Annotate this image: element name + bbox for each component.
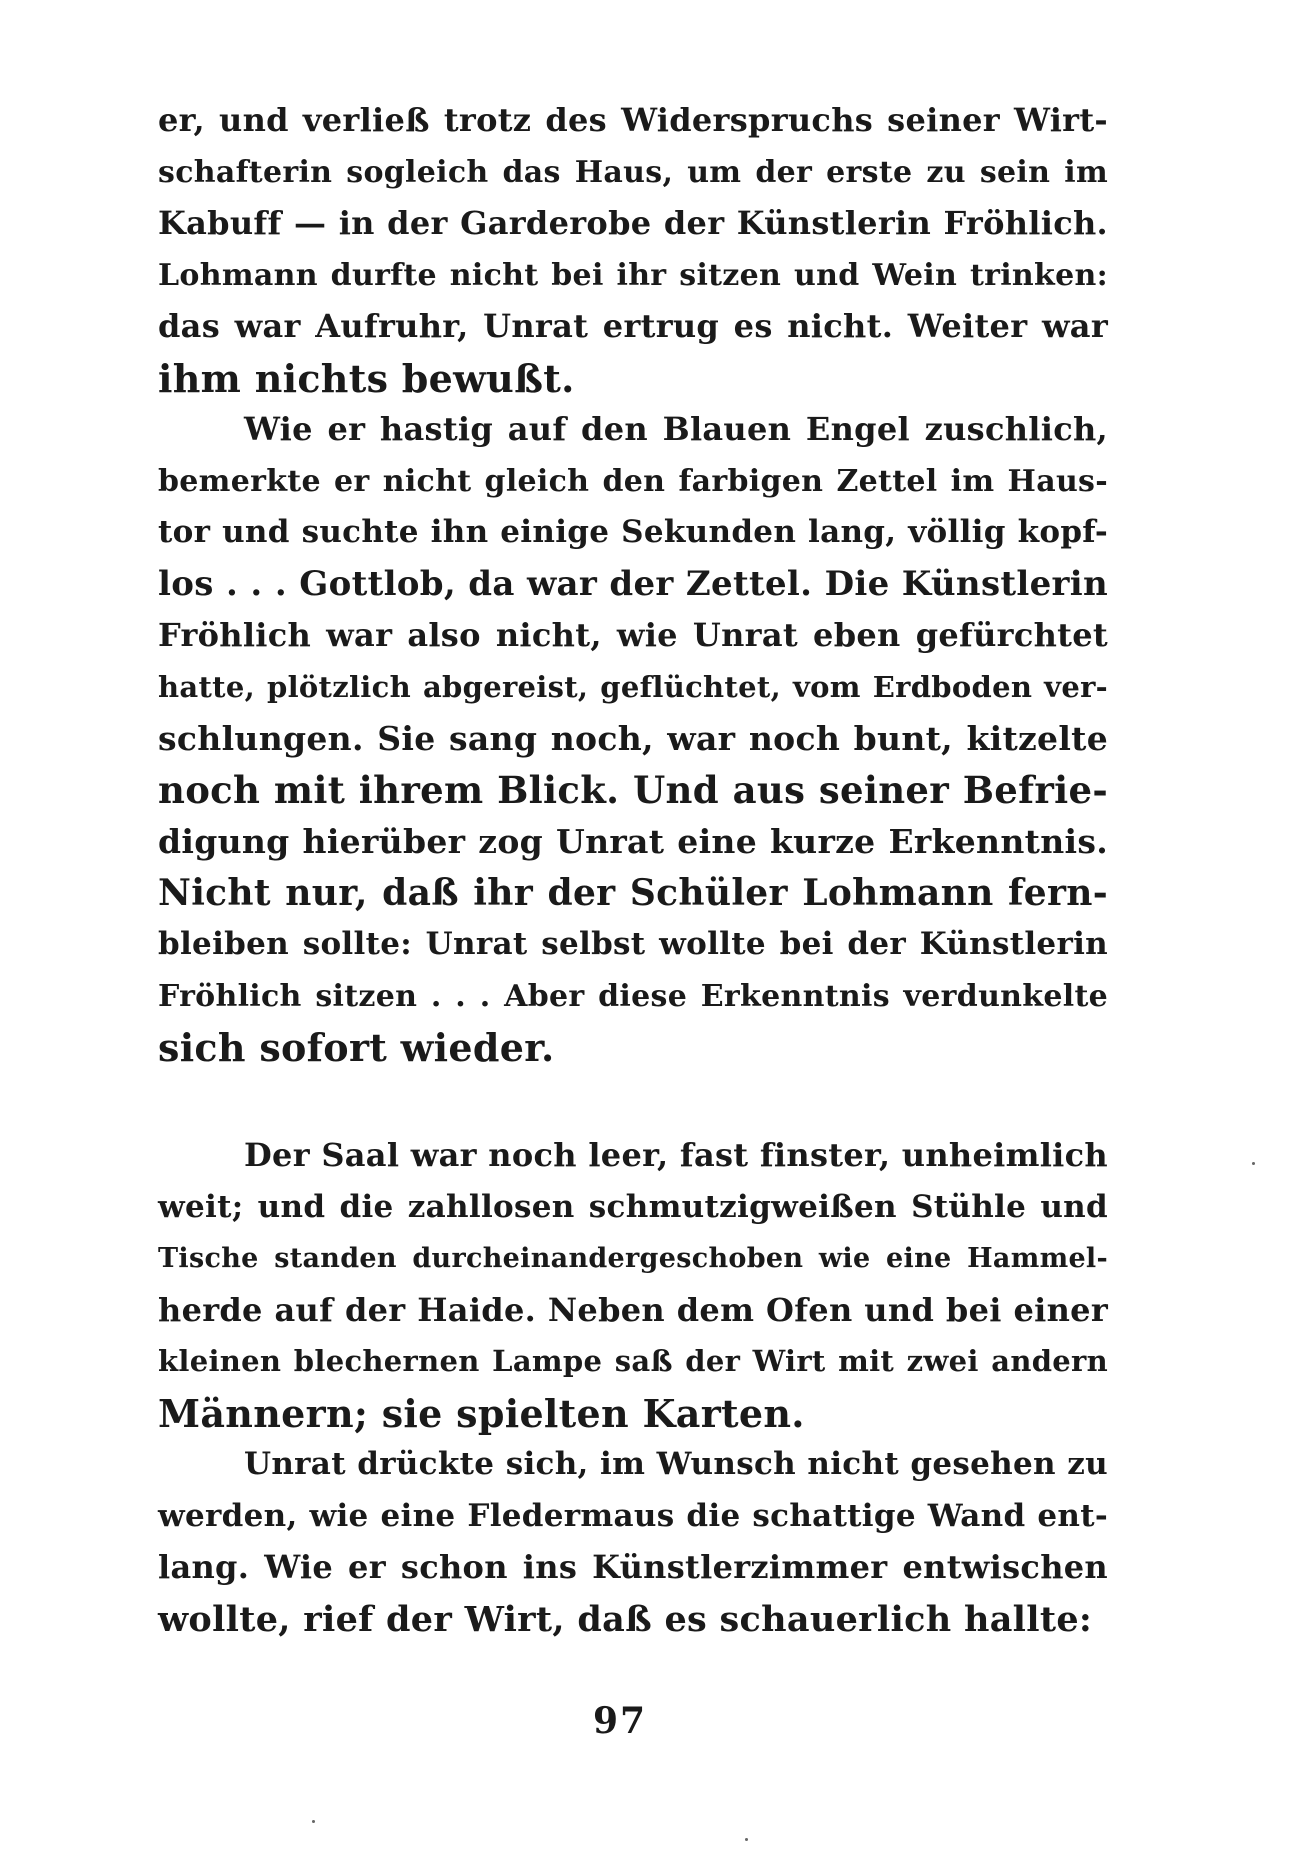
page-number: 97: [592, 1700, 648, 1742]
text-line: bleiben sollte: Unrat selbst wollte bei der Künstlerin: [158, 926, 1108, 962]
text-line: Kabuff — in der Garderobe der Künstlerin Fröhlich.: [158, 204, 1108, 242]
text-line: bemerkte er nicht gleich den farbigen Zettel im Haus-: [158, 463, 1108, 499]
paragraph-3: [158, 1130, 1108, 1439]
text-line: Der Saal war noch leer, fast finster, unheimlich: [244, 1136, 1108, 1174]
paper-speck: [745, 1838, 748, 1841]
text-line: Unrat drückte sich, im Wunsch nicht gesehen zu: [244, 1446, 1108, 1482]
text-line: schafterin sogleich das Haus, um der erste zu sein im: [158, 154, 1108, 190]
text-line: noch mit ihrem Blick. Und aus seiner Befrie-: [158, 767, 1108, 812]
paragraph-1: [158, 95, 1108, 404]
paper-speck: [312, 1820, 315, 1823]
text-line: Wie er hastig auf den Blauen Engel zuschlich,: [244, 410, 1108, 448]
text-line: er, und verließ trotz des Widerspruchs seiner Wirt-: [158, 101, 1108, 139]
paragraph-2: [158, 404, 1108, 1074]
text-line: wollte, rief der Wirt, daß es schauerlich hallte:: [158, 1598, 1093, 1640]
text-line: sich sofort wieder.: [158, 1025, 555, 1070]
text-section-1: [158, 95, 1108, 1074]
text-line: Lohmann durfte nicht bei ihr sitzen und Wein trinken:: [158, 257, 1108, 293]
text-line: herde auf der Haide. Neben dem Ofen und bei einer: [158, 1290, 1108, 1329]
text-line: kleinen blechernen Lampe saß der Wirt mit zwei andern: [158, 1344, 1108, 1378]
text-line: digung hierüber zog Unrat eine kurze Erkenntnis.: [158, 822, 1108, 861]
text-line: Nicht nur, daß ihr der Schüler Lohmann fern-: [158, 871, 1108, 914]
text-line: hatte, plötzlich abgereist, geflüchtet, vom Erdboden ver-: [158, 669, 1108, 704]
text-line: lang. Wie er schon ins Künstlerzimmer entwischen: [158, 1548, 1108, 1586]
text-section-2: [158, 1130, 1108, 1645]
text-line: Tische standen durcheinandergeschoben wie eine Hammel-: [158, 1243, 1108, 1274]
text-line: los . . . Gottlob, da war der Zettel. Die Künstlerin: [158, 563, 1108, 604]
text-line: tor und suchte ihn einige Sekunden lang, völlig kopf-: [158, 514, 1108, 550]
text-line: Fröhlich sitzen . . . Aber diese Erkenntnis verdunkelte: [158, 978, 1108, 1014]
paragraph-4: [158, 1439, 1108, 1645]
text-line: Fröhlich war also nicht, wie Unrat eben gefürchtet: [158, 616, 1108, 654]
text-line: werden, wie eine Fledermaus die schattige Wand ent-: [158, 1497, 1108, 1534]
text-line: Männern; sie spielten Karten.: [158, 1390, 805, 1436]
text-line: ihm nichts bewußt.: [158, 355, 575, 401]
text-line: schlungen. Sie sang noch, war noch bunt, kitzelte: [158, 719, 1108, 758]
paper-speck: [1252, 1162, 1255, 1165]
text-line: weit; und die zahllosen schmutzigweißen Stühle und: [158, 1188, 1108, 1225]
text-line: das war Aufruhr, Unrat ertrug es nicht. Weiter war: [158, 307, 1108, 345]
